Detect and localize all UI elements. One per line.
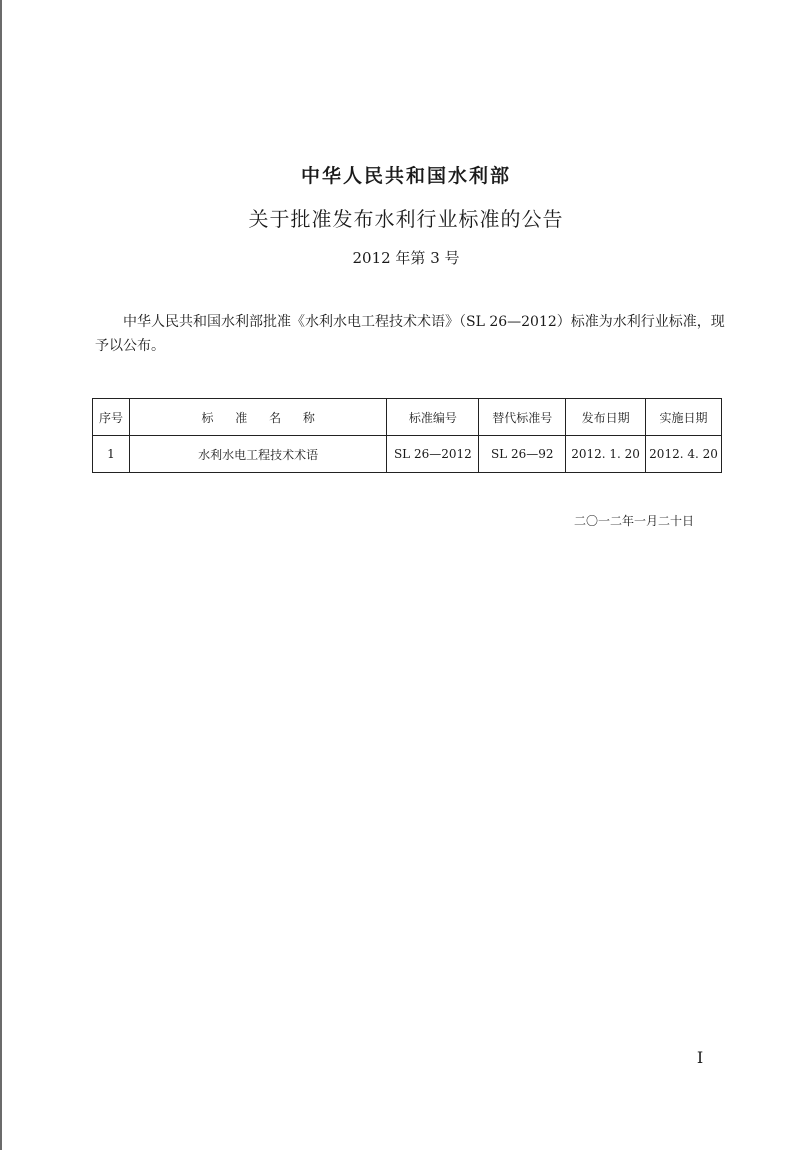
table-row [93, 436, 722, 473]
issuing-organization: 中华人民共和国水利部 [300, 165, 511, 187]
cell-release-date: 2012. 1. 20 [566, 436, 646, 473]
header-serial: 序号 [93, 399, 130, 436]
announcement-number: 2012 年第 3 号 [352, 249, 460, 267]
page-number: I [696, 1048, 704, 1067]
header-standard-name: 标 准 名 称 [129, 399, 386, 436]
cell-effective-date: 2012. 4. 20 [646, 436, 722, 473]
standards-table [92, 398, 722, 473]
cell-replaced-code: SL 26—92 [479, 436, 566, 473]
cell-serial: 1 [93, 436, 130, 473]
header-effective-date: 实施日期 [646, 399, 722, 436]
header-replaced-code: 替代标准号 [479, 399, 566, 436]
cell-standard-code: SL 26—2012 [387, 436, 479, 473]
header-release-date: 发布日期 [566, 399, 646, 436]
table-header-row [93, 399, 722, 436]
cell-standard-name: 水利水电工程技术术语 [129, 436, 386, 473]
signature-date: 二〇一二年一月二十日 [573, 514, 694, 528]
announcement-title: 关于批准发布水利行业标准的公告 [248, 207, 564, 231]
announcement-paragraph: 中华人民共和国水利部批准《水利水电工程技术术语》（SL 26—2012）标准为水利行业标准，现予以公布。 [95, 314, 725, 354]
header-standard-code: 标准编号 [387, 399, 479, 436]
